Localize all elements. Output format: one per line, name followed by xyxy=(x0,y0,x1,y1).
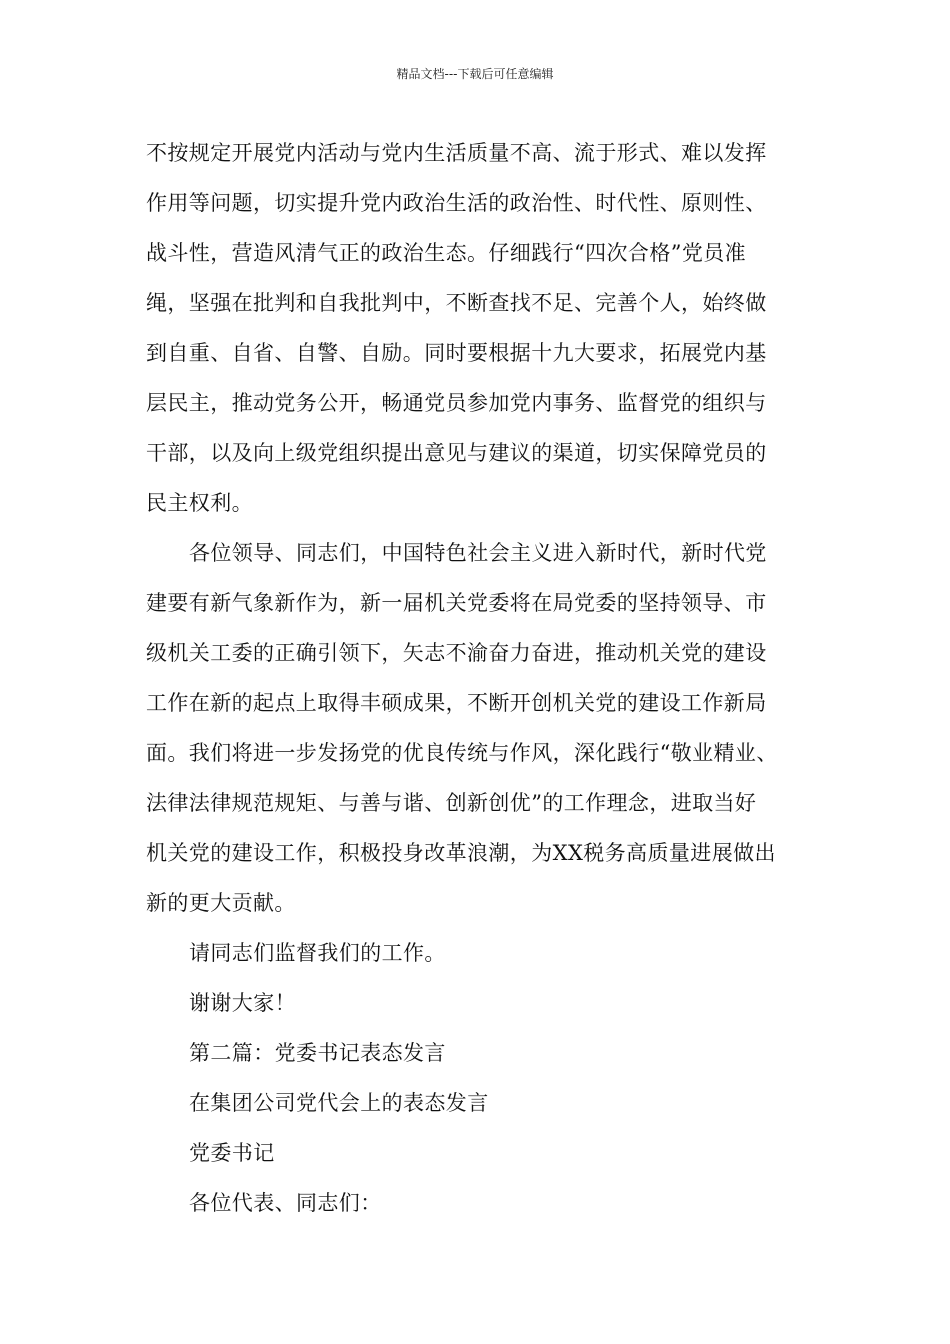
text-line: 战斗性，营造风清气正的政治生态。仔细践行“四次合格”党员准 xyxy=(146,241,747,265)
text-line: 建要有新气象新作为，新一届机关党委将在局党委的坚持领导、市 xyxy=(146,591,767,615)
text-line: 第二篇：党委书记表态发言 xyxy=(189,1041,446,1065)
paragraph-supervise xyxy=(146,928,846,978)
text-line: 新的更大贡献。 xyxy=(146,891,296,915)
text-line: 各位领导、同志们，中国特色社会主义进入新时代，新时代党 xyxy=(189,541,767,565)
text-line: 谢谢大家！ xyxy=(189,991,296,1015)
text-line: 绳，坚强在批判和自我批判中，不断查找不足、完善个人，始终做 xyxy=(146,291,767,315)
text-line: 到自重、自省、自警、自励。同时要根据十九大要求，拓展党内基 xyxy=(146,341,767,365)
paragraph-thanks xyxy=(146,978,846,1028)
paragraph-new-era xyxy=(146,528,846,928)
text-line: 干部，以及向上级党组织提出意见与建议的渠道，切实保障党员的 xyxy=(146,441,767,465)
text-line: 民主权利。 xyxy=(146,491,253,515)
section-heading xyxy=(146,1028,846,1078)
text-line: 不按规定开展党内活动与党内生活质量不高、流于形式、难以发挥 xyxy=(146,141,767,165)
text-line: 工作在新的起点上取得丰硕成果，不断开创机关党的建设工作新局 xyxy=(146,691,767,715)
text-line: 请同志们监督我们的工作。 xyxy=(189,941,446,965)
text-line: 各位代表、同志们： xyxy=(189,1191,382,1215)
text-line: 作用等问题，切实提升党内政治生活的政治性、时代性、原则性、 xyxy=(146,191,767,215)
text-line: 法律法律规范规矩、与善与谐、创新创优”的工作理念，进取当好 xyxy=(146,791,757,815)
speech-title xyxy=(146,1078,846,1128)
text-line: 党委书记 xyxy=(189,1141,275,1165)
document-body xyxy=(146,128,846,1228)
text-line: 层民主，推动党务公开，畅通党员参加党内事务、监督党的组织与 xyxy=(146,391,767,415)
speaker-role xyxy=(146,1128,846,1178)
salutation xyxy=(146,1178,846,1228)
paragraph-party-life xyxy=(146,128,846,528)
text-line: 机关党的建设工作，积极投身改革浪潮，为XX税务高质量进展做出 xyxy=(146,841,776,865)
text-line: 级机关工委的正确引领下，矢志不渝奋力奋进，推动机关党的建设 xyxy=(146,641,767,665)
page-header: 精品文档---下载后可任意编辑 xyxy=(396,67,554,81)
text-line: 在集团公司党代会上的表态发言 xyxy=(189,1091,489,1115)
text-line: 面。我们将进一步发扬党的优良传统与作风，深化践行“敬业精业、 xyxy=(146,741,778,765)
